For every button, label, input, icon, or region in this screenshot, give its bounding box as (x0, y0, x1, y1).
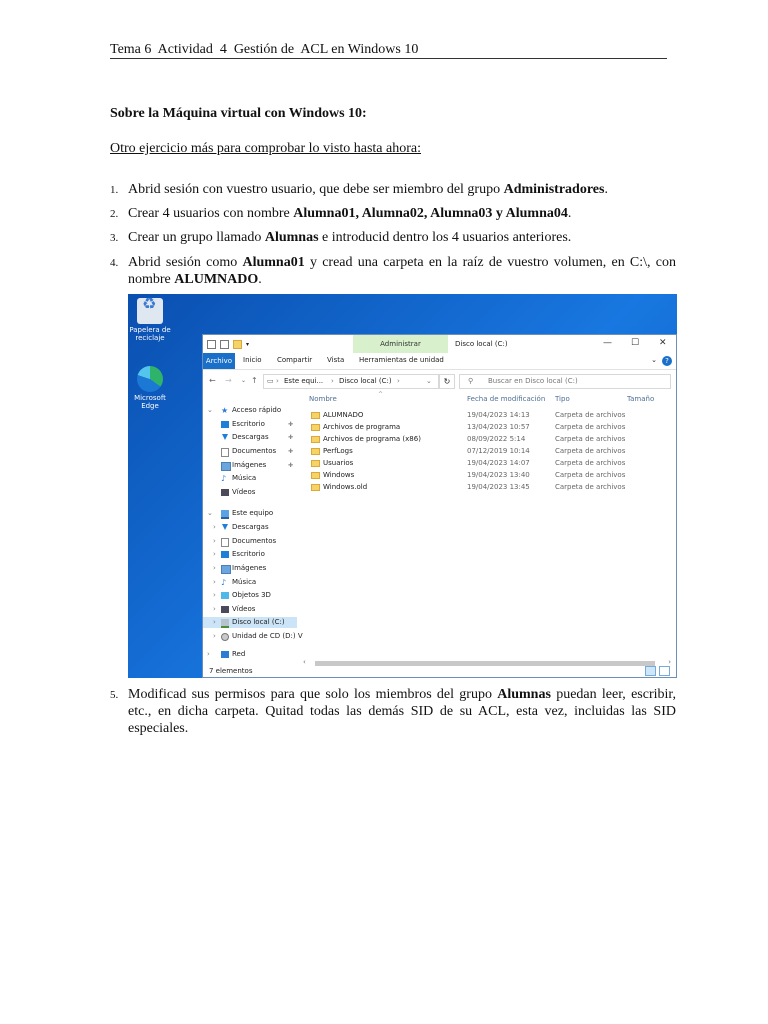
list-item-5 (110, 686, 676, 737)
download-icon (222, 434, 228, 440)
download-icon (222, 524, 228, 530)
item-number: 5. (110, 689, 119, 701)
tab-archivo[interactable]: Archivo (203, 353, 235, 369)
customize-chevron-icon[interactable]: ▾ (246, 341, 250, 348)
item-bold: Alumna01 (242, 255, 305, 270)
recent-chevron-icon[interactable]: ⌄ (241, 377, 247, 384)
large-icons-view-icon[interactable] (659, 666, 670, 676)
item-text: Crear 4 usuarios con nombre (128, 206, 294, 221)
folder-icon (311, 424, 320, 431)
address-bar-row (203, 371, 676, 391)
file-name: Windows (323, 471, 355, 479)
up-arrow-icon[interactable]: ↑ (251, 376, 258, 385)
collapsed-chevron-icon[interactable]: › (213, 605, 216, 613)
search-placeholder: Buscar en Disco local (C:) (488, 377, 578, 385)
file-type: Carpeta de archivos (555, 423, 626, 431)
nav-label: Red (232, 650, 246, 658)
search-icon: ⚲ (468, 377, 474, 385)
status-bar-count: 7 elementos (209, 667, 253, 675)
sort-caret-icon: ^ (378, 391, 384, 398)
file-row[interactable] (303, 445, 671, 457)
3d-objects-icon (221, 592, 229, 599)
file-date: 07/12/2019 10:14 (467, 447, 530, 455)
address-dropdown-icon[interactable]: ⌄ (426, 377, 432, 385)
item-bold: Administradores (503, 182, 605, 197)
quick-access-toolbar (207, 340, 249, 349)
item-text: y cread una carpeta en la raíz de vuestro volumen, en C:\, con nombre (128, 255, 677, 287)
desktop-icon-label: Papelera de reciclaje (129, 326, 171, 342)
nav-label: Acceso rápido (232, 406, 282, 414)
new-folder-icon[interactable] (233, 340, 242, 349)
scroll-left-icon[interactable]: ‹ (303, 658, 306, 666)
folder-icon (311, 460, 320, 467)
desktop-folder-icon (221, 421, 229, 428)
column-header-date[interactable]: Fecha de modificación (467, 395, 546, 403)
desktop-screenshot (128, 294, 677, 678)
collapsed-chevron-icon[interactable]: › (213, 632, 216, 640)
file-type: Carpeta de archivos (555, 483, 626, 491)
properties-icon[interactable] (207, 340, 216, 349)
collapsed-chevron-icon[interactable]: › (213, 523, 216, 531)
file-type: Carpeta de archivos (555, 459, 626, 467)
ribbon-tabs (203, 353, 676, 370)
nav-label: Imágenes (232, 461, 267, 469)
nav-pc-item-selected[interactable] (203, 617, 297, 628)
expanded-chevron-icon[interactable]: ⌄ (207, 509, 213, 517)
desktop-icon-label: Microsoft Edge (134, 394, 166, 410)
file-row[interactable] (303, 481, 671, 493)
item-number: 4. (110, 257, 119, 269)
item-text: . (604, 182, 608, 197)
file-date: 19/04/2023 14:13 (467, 411, 530, 419)
pictures-icon (221, 565, 231, 574)
folder-icon (311, 412, 320, 419)
drive-icon (221, 619, 229, 628)
nav-label: Objetos 3D (232, 591, 271, 599)
item-number: 2. (110, 208, 119, 220)
file-name: Archivos de programa (x86) (323, 435, 421, 443)
list-item-3 (110, 229, 676, 247)
video-icon (221, 606, 229, 613)
document-icon (221, 448, 229, 457)
item-bold: Alumnas (264, 230, 319, 245)
list-item-2 (110, 205, 676, 223)
nav-label: Documentos (232, 447, 277, 455)
expand-ribbon-icon[interactable]: ⌄ (651, 356, 657, 364)
item-text: Crear un grupo llamado (128, 230, 265, 245)
page-header: Tema 6 Actividad 4 Gestión de ACL en Windows 10 (110, 42, 667, 59)
file-name: Usuarios (323, 459, 354, 467)
window-title: Disco local (C:) (455, 340, 508, 348)
file-date: 19/04/2023 13:45 (467, 483, 530, 491)
file-name: Windows.old (323, 483, 368, 491)
sep-icon: › (276, 377, 279, 385)
pin-icon: ✚ (288, 462, 294, 469)
pictures-icon (221, 462, 231, 471)
item-text: Modificad sus permisos para que solo los miembros del grupo (128, 687, 498, 702)
desktop-folder-icon (221, 551, 229, 558)
tab-inicio[interactable]: Inicio (243, 356, 262, 364)
context-tab-manage[interactable]: Administrar (353, 335, 448, 353)
breadcrumb-part[interactable]: Este equi... (284, 377, 324, 385)
tab-vista[interactable]: Vista (327, 356, 345, 364)
item-number: 3. (110, 232, 119, 244)
nav-label: Escritorio (232, 550, 265, 558)
video-icon (221, 489, 229, 496)
close-button[interactable]: ✕ (659, 338, 667, 348)
maximize-button[interactable]: ☐ (631, 338, 640, 348)
address-input[interactable] (263, 374, 439, 389)
scroll-thumb[interactable] (315, 661, 655, 666)
title-bar (203, 335, 676, 353)
folder-icon (311, 472, 320, 479)
list-item-1 (110, 181, 676, 199)
folder-icon (311, 436, 320, 443)
file-type: Carpeta de archivos (555, 411, 626, 419)
column-header-type[interactable]: Tipo (555, 395, 570, 403)
nav-label: Descargas (232, 433, 269, 441)
file-name: PerfLogs (323, 447, 353, 455)
file-row[interactable] (303, 421, 671, 433)
item-bold: Alumnas (497, 687, 551, 702)
nav-label: Disco local (C:) (232, 618, 285, 626)
file-type: Carpeta de archivos (555, 471, 626, 479)
collapsed-chevron-icon[interactable]: › (213, 537, 216, 545)
item-text: Abrid sesión con vuestro usuario, que debe ser miembro del grupo (128, 182, 504, 197)
document-icon (221, 538, 229, 547)
expanded-chevron-icon[interactable]: ⌄ (207, 406, 213, 414)
back-arrow-icon[interactable]: ← (209, 376, 216, 385)
collapsed-chevron-icon[interactable]: › (213, 618, 216, 626)
nav-label: Imágenes (232, 564, 267, 572)
nav-label: Escritorio (232, 420, 265, 428)
network-icon (221, 651, 229, 658)
collapsed-chevron-icon[interactable]: › (213, 578, 216, 586)
music-note-icon: ♪ (221, 474, 227, 483)
recycle-bin-desktop-icon[interactable] (128, 298, 172, 342)
star-icon: ★ (221, 406, 229, 415)
search-input[interactable] (459, 374, 671, 389)
nav-label: Vídeos (232, 605, 256, 613)
edge-desktop-icon[interactable] (128, 366, 172, 410)
item-bold: ALUMNADO (174, 272, 259, 287)
pin-icon: ✚ (288, 434, 294, 441)
file-type: Carpeta de archivos (555, 435, 626, 443)
file-row[interactable] (303, 433, 671, 445)
nav-label: Música (232, 578, 257, 586)
sep-icon: › (331, 377, 334, 385)
computer-icon (221, 510, 229, 519)
file-date: 19/04/2023 14:07 (467, 459, 530, 467)
details-view-icon[interactable] (645, 666, 656, 676)
breadcrumb-part[interactable]: Disco local (C:) (339, 377, 392, 385)
item-text: . (258, 272, 262, 287)
forward-arrow-icon[interactable]: → (225, 376, 232, 385)
music-note-icon: ♪ (221, 578, 227, 587)
doc-icon[interactable] (220, 340, 229, 349)
item-text: Abrid sesión como (128, 255, 243, 270)
file-list (303, 393, 671, 657)
nav-label: Unidad de CD (D:) V (232, 632, 303, 640)
collapsed-chevron-icon[interactable]: › (213, 591, 216, 599)
file-name: Archivos de programa (323, 423, 401, 431)
file-explorer-window (202, 334, 677, 678)
file-row[interactable] (303, 409, 671, 421)
collapsed-chevron-icon[interactable]: › (213, 564, 216, 572)
item-bold: Alumna01, Alumna02, Alumna03 y Alumna04 (293, 206, 568, 221)
folder-icon (311, 484, 320, 491)
item-number: 1. (110, 184, 119, 196)
file-type: Carpeta de archivos (555, 447, 626, 455)
file-date: 19/04/2023 13:40 (467, 471, 530, 479)
cd-drive-icon (221, 633, 229, 641)
nav-label: Documentos (232, 537, 277, 545)
horizontal-scrollbar[interactable] (303, 660, 671, 667)
tab-herramientas[interactable]: Herramientas de unidad (359, 356, 444, 364)
navigation-pane (203, 395, 303, 658)
section-subheading: Otro ejercicio más para comprobar lo visto hasta ahora: (110, 141, 421, 156)
item-text: . (567, 206, 572, 221)
pin-icon: ✚ (288, 448, 294, 455)
refresh-icon[interactable]: ↻ (439, 374, 455, 389)
collapsed-chevron-icon[interactable]: › (213, 550, 216, 558)
minimize-button[interactable]: — (603, 338, 612, 348)
view-toggles (645, 666, 670, 676)
recycle-bin-icon (137, 298, 163, 324)
file-row[interactable] (303, 457, 671, 469)
edge-icon (137, 366, 163, 392)
list-item-4 (110, 254, 676, 288)
section-heading: Sobre la Máquina virtual con Windows 10: (110, 106, 367, 121)
sep-icon: › (397, 377, 400, 385)
scroll-right-icon[interactable]: › (668, 658, 671, 666)
file-row[interactable] (303, 469, 671, 481)
nav-label: Este equipo (232, 509, 274, 517)
pc-icon: ▭ (267, 377, 274, 385)
pin-icon: ✚ (288, 421, 294, 428)
file-date: 13/04/2023 10:57 (467, 423, 530, 431)
column-header-name[interactable]: Nombre (309, 395, 337, 403)
item-text: e introducid dentro los 4 usuarios anteriores. (318, 230, 572, 245)
collapsed-chevron-icon[interactable]: › (207, 650, 210, 658)
folder-icon (311, 448, 320, 455)
help-icon[interactable]: ? (662, 356, 672, 366)
file-date: 08/09/2022 5:14 (467, 435, 526, 443)
column-header-size[interactable]: Tamaño (627, 395, 655, 403)
nav-label: Música (232, 474, 257, 482)
tab-compartir[interactable]: Compartir (277, 356, 313, 364)
nav-label: Vídeos (232, 488, 256, 496)
file-name: ALUMNADO (323, 411, 364, 419)
nav-label: Descargas (232, 523, 269, 531)
item-text: puedan leer, escribir, etc., en dicha carpeta. Quitad todas las demás SID de su ACL, esta vez, incluidas las SID especiales. (128, 687, 677, 736)
